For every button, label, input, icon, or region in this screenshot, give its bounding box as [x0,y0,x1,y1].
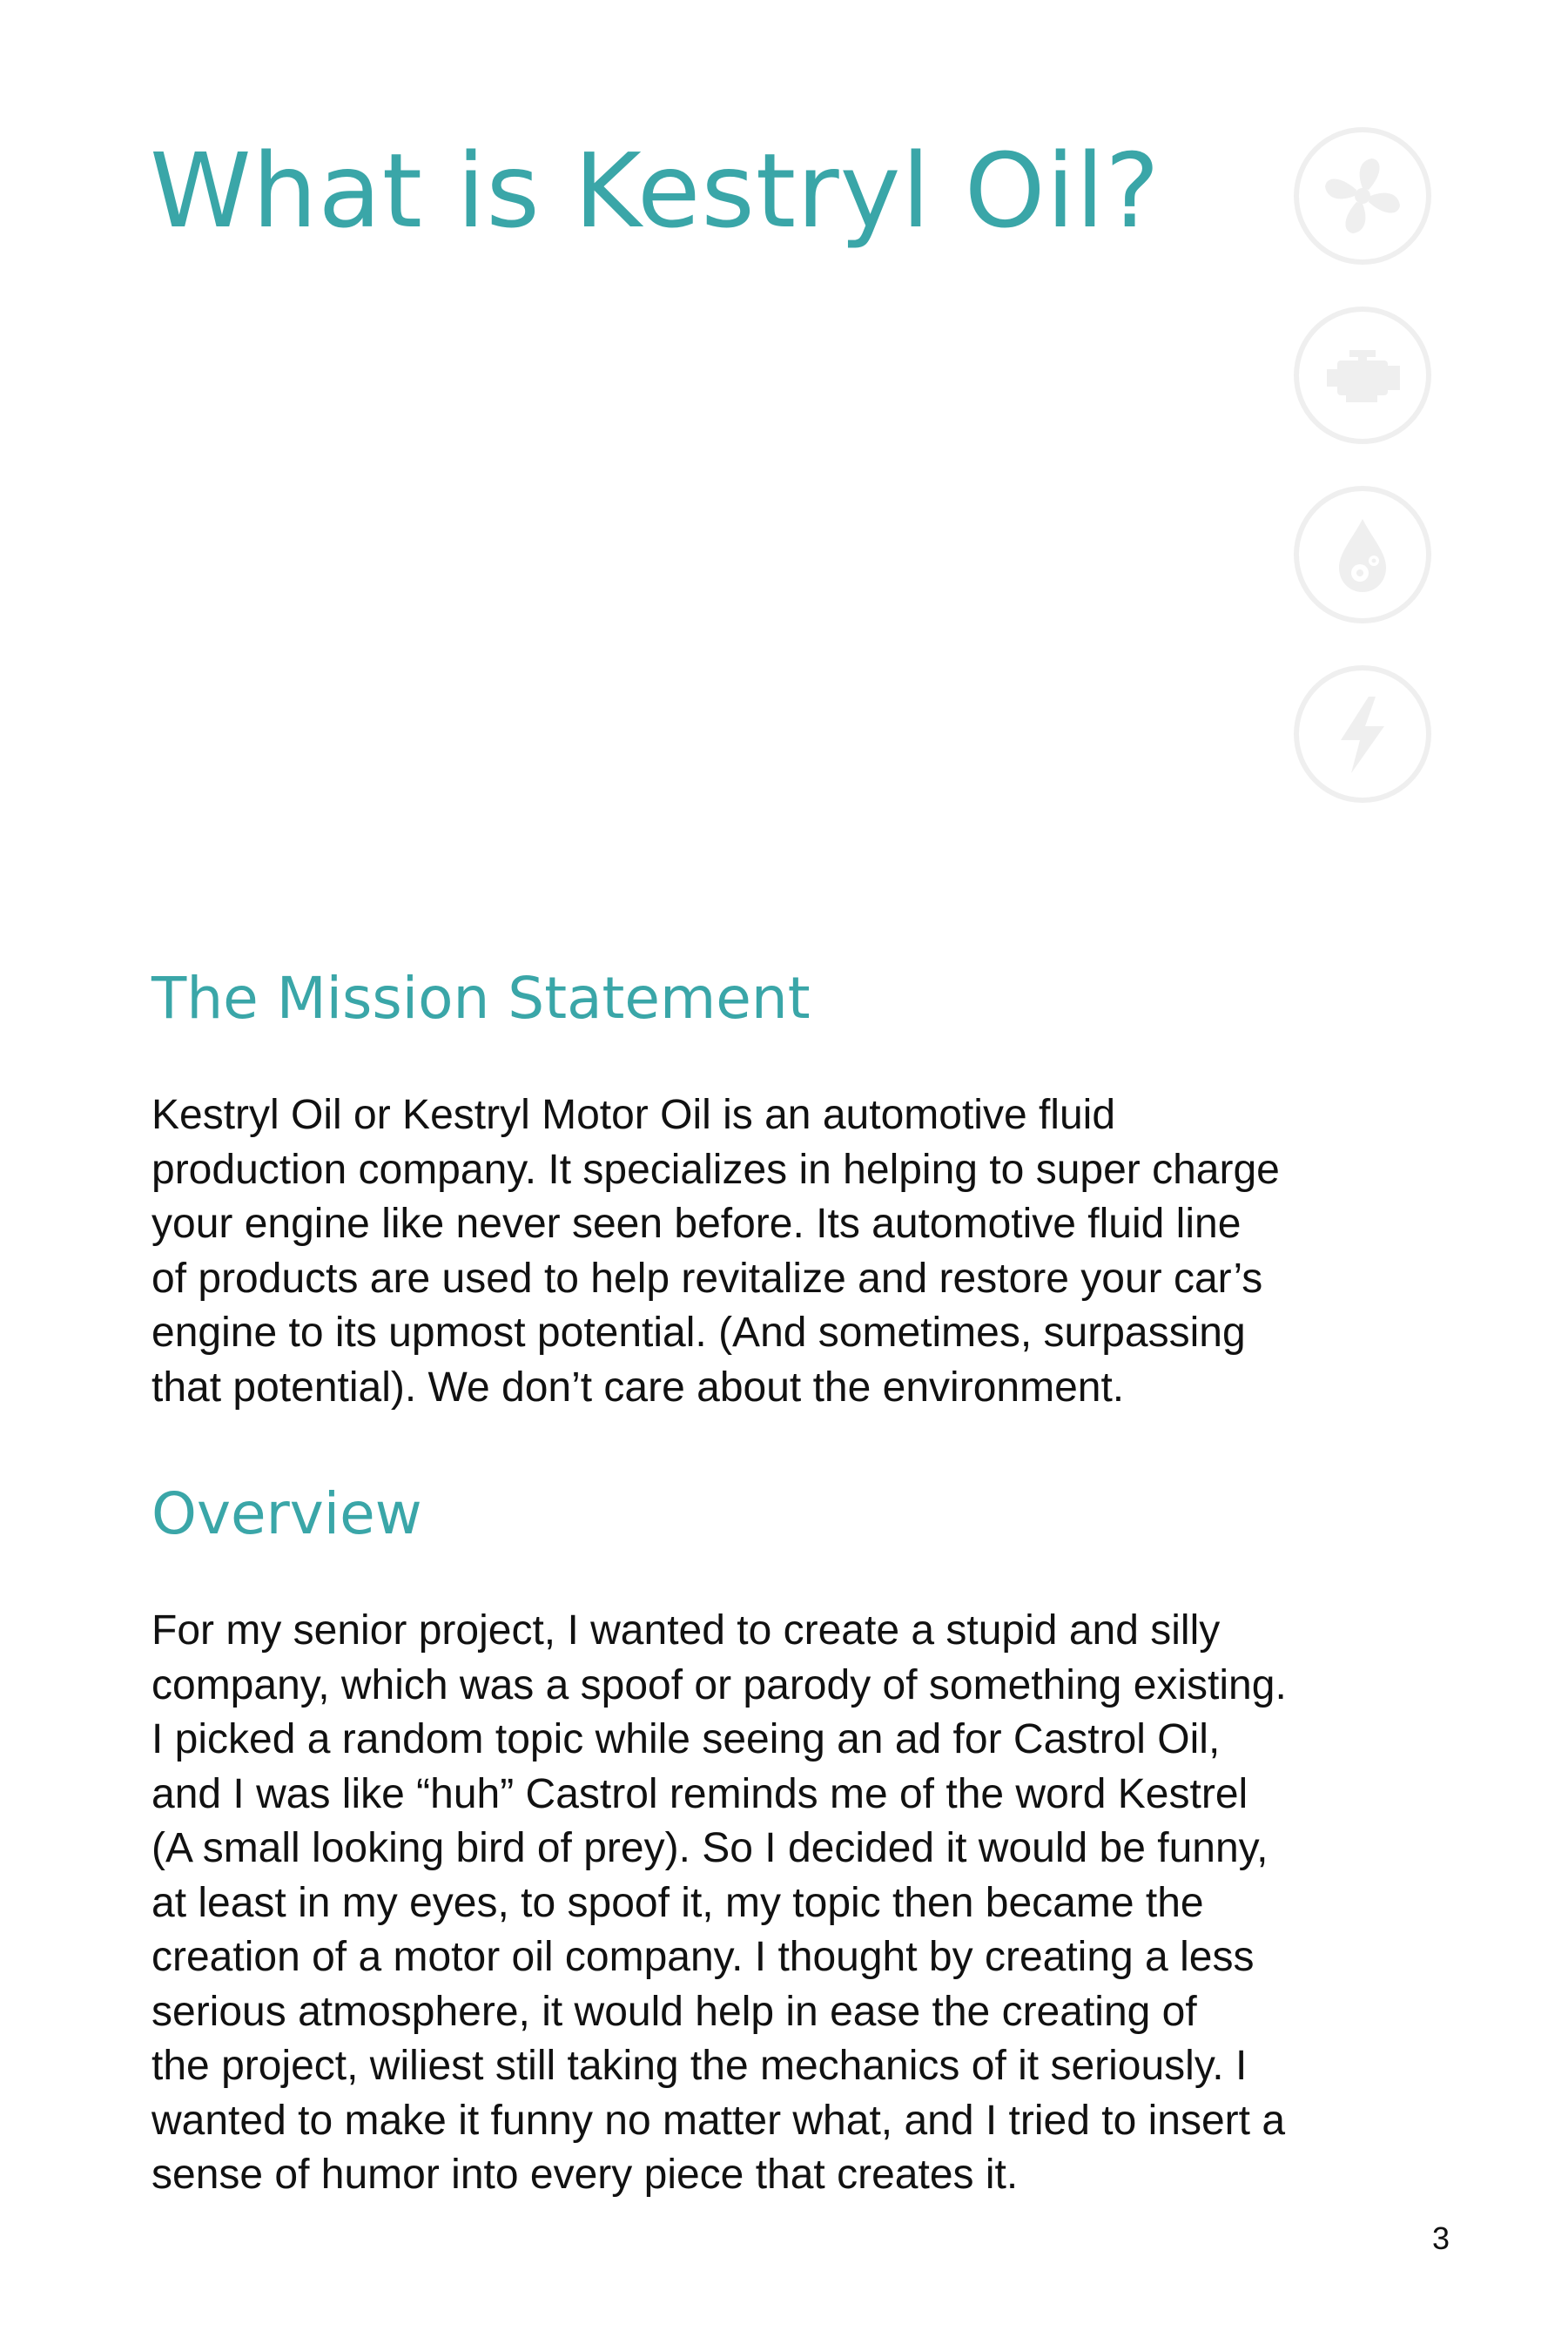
overview-line: at least in my eyes, to spoof it, my topic then became the [151,1879,1204,1926]
overview-line: sense of humor into every piece that creates it. [151,2152,1019,2198]
mission-line: your engine like never seen before. Its automotive fluid line [151,1201,1242,1247]
overview-paragraph [151,1604,1457,2203]
mission-line: of products are used to help revitalize and restore your car’s [151,1255,1263,1302]
page-title: What is Kestryl Oil? [150,131,1161,251]
overview-line: creation of a motor oil company. I thought by creating a less [151,1934,1255,1980]
lightning-bolt-icon [1294,665,1431,803]
mission-statement-paragraph [151,1088,1457,1415]
overview-line: company, which was a spoof or parody of something existing. [151,1661,1287,1708]
overview-line: I picked a random topic while seeing an ad for Castrol Oil, [151,1716,1221,1762]
mission-line: production company. It specializes in helping to super charge [151,1146,1280,1193]
engine-icon [1294,307,1431,444]
overview-line: (A small looking bird of prey). So I decided it would be funny, [151,1825,1269,1871]
feature-icon-column [1294,127,1431,845]
mission-line: Kestryl Oil or Kestryl Motor Oil is an automotive fluid [151,1092,1116,1138]
overview-line: and I was like “huh” Castrol reminds me of the word Kestrel [151,1770,1248,1817]
overview-line: For my senior project, I wanted to create a stupid and silly [151,1607,1221,1654]
page-number: 3 [1431,2220,1450,2256]
mission-statement-heading: The Mission Statement [151,965,811,1032]
overview-line: wanted to make it funny no matter what, and I tried to insert a [151,2097,1286,2144]
fan-icon [1294,127,1431,265]
oil-drop-gear-icon [1294,486,1431,623]
overview-line: serious atmosphere, it would help in ease the creating of [151,1988,1197,2035]
overview-line: the project, wiliest still taking the mechanics of it seriously. I [151,2043,1248,2089]
mission-line: engine to its upmost potential. (And sometimes, surpassing [151,1310,1246,1356]
overview-heading: Overview [151,1480,422,1547]
mission-line: that potential). We don’t care about the environment. [151,1364,1125,1411]
